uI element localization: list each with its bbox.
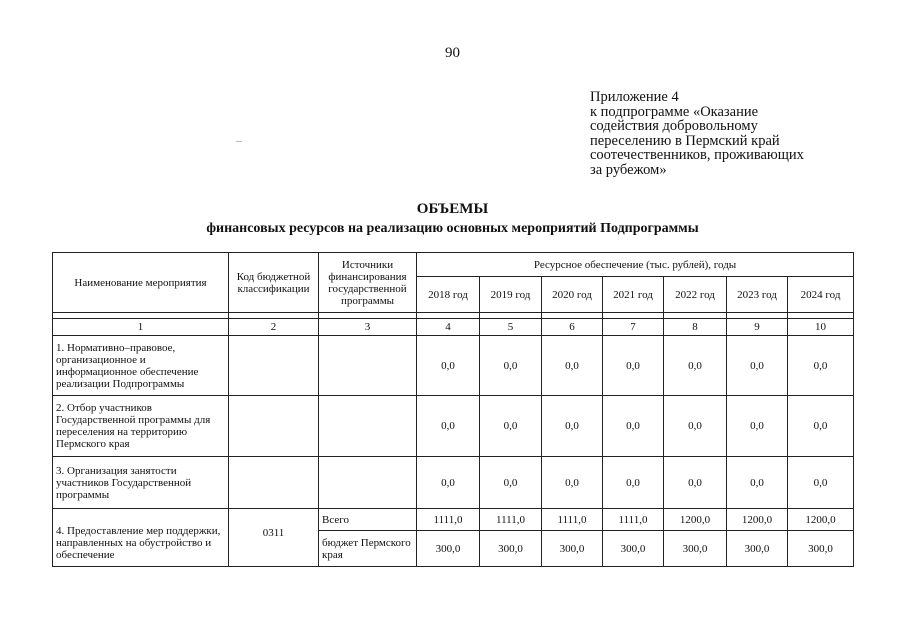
year-value: 0,0 [542,396,603,457]
header-year: 2023 год [727,277,788,313]
year-value: 1111,0 [480,509,542,531]
header-year: 2020 год [542,277,603,313]
appendix-line: переселению в Пермский край [590,132,780,149]
year-value: 0,0 [664,336,727,396]
year-value: 0,0 [788,396,854,457]
scan-speck [236,141,242,142]
year-value: 0,0 [603,336,664,396]
year-value: 0,0 [664,396,727,457]
year-value: 1200,0 [727,509,788,531]
year-value: 0,0 [727,396,788,457]
table-row [53,457,854,509]
year-value: 300,0 [664,531,727,567]
column-number: 8 [664,319,727,336]
activity-name: 3. Организация занятости участников Государственной программы [53,457,229,509]
year-value: 0,0 [480,336,542,396]
year-value: 0,0 [727,336,788,396]
column-number: 4 [417,319,480,336]
year-value: 1111,0 [603,509,664,531]
column-number: 1 [53,319,229,336]
column-number: 7 [603,319,664,336]
header-year: 2019 год [480,277,542,313]
header-name: Наименование мероприятия [53,253,229,313]
budget-code [229,396,319,457]
year-value: 1200,0 [788,509,854,531]
appendix-note [590,90,890,177]
page-number: 90 [445,45,460,61]
column-number: 9 [727,319,788,336]
year-value: 1111,0 [417,509,480,531]
year-value: 0,0 [603,396,664,457]
appendix-line: соотечественников, проживающих [590,147,804,163]
year-value: 1200,0 [664,509,727,531]
year-value: 300,0 [480,531,542,567]
budget-code: 0311 [229,509,319,567]
year-value: 0,0 [542,336,603,396]
table-row [53,396,854,457]
header-resources: Ресурсное обеспечение (тыс. рублей), годы [417,253,854,277]
year-value: 0,0 [788,457,854,509]
funding-source: бюджет Пермского края [319,531,417,567]
column-number: 2 [229,319,319,336]
year-value: 0,0 [727,457,788,509]
funding-source [319,457,417,509]
year-value: 300,0 [417,531,480,567]
year-value: 0,0 [480,457,542,509]
activity-name: 1. Нормативно–правовое, организационное и информационное обеспечение реализации Подпрограммы [53,336,229,396]
funding-source: Всего [319,509,417,531]
year-value: 300,0 [788,531,854,567]
year-value: 0,0 [542,457,603,509]
year-value: 300,0 [603,531,664,567]
column-number: 10 [788,319,854,336]
column-number-row [53,319,854,336]
table-row [53,509,854,531]
document-subtitle: финансовых ресурсов на реализацию основных мероприятий Подпрограммы [206,221,699,236]
funding-source [319,336,417,396]
year-value: 0,0 [417,396,480,457]
header-year: 2021 год [603,277,664,313]
year-value: 300,0 [542,531,603,567]
column-number: 6 [542,319,603,336]
table-row [53,336,854,396]
year-value: 0,0 [417,457,480,509]
header-year: 2022 год [664,277,727,313]
budget-table [52,252,854,567]
document-title: ОБЪЕМЫ [416,201,489,217]
activity-name: 4. Предоставление мер поддержки, направленных на обустройство и обеспечение [53,509,229,567]
budget-code [229,457,319,509]
year-value: 0,0 [603,457,664,509]
funding-source [319,396,417,457]
header-year: 2018 год [417,277,480,313]
appendix-line: Приложение 4 [590,89,679,105]
column-number: 5 [480,319,542,336]
year-value: 300,0 [727,531,788,567]
header-source: Источники финансирования государственной программы [319,253,417,313]
year-value: 0,0 [480,396,542,457]
activity-name: 2. Отбор участников Государственной программы для переселения на территорию Пермского края [53,396,229,457]
year-value: 0,0 [788,336,854,396]
column-number: 3 [319,319,417,336]
appendix-line: к подпрограмме «Оказание [590,103,759,120]
year-value: 0,0 [664,457,727,509]
budget-code [229,336,319,396]
appendix-line: содействия добровольному [590,118,758,134]
year-value: 1111,0 [542,509,603,531]
year-value: 0,0 [417,336,480,396]
header-code: Код бюджетной классификации [229,253,319,313]
header-year: 2024 год [788,277,854,313]
appendix-line: за рубежом» [590,161,667,178]
